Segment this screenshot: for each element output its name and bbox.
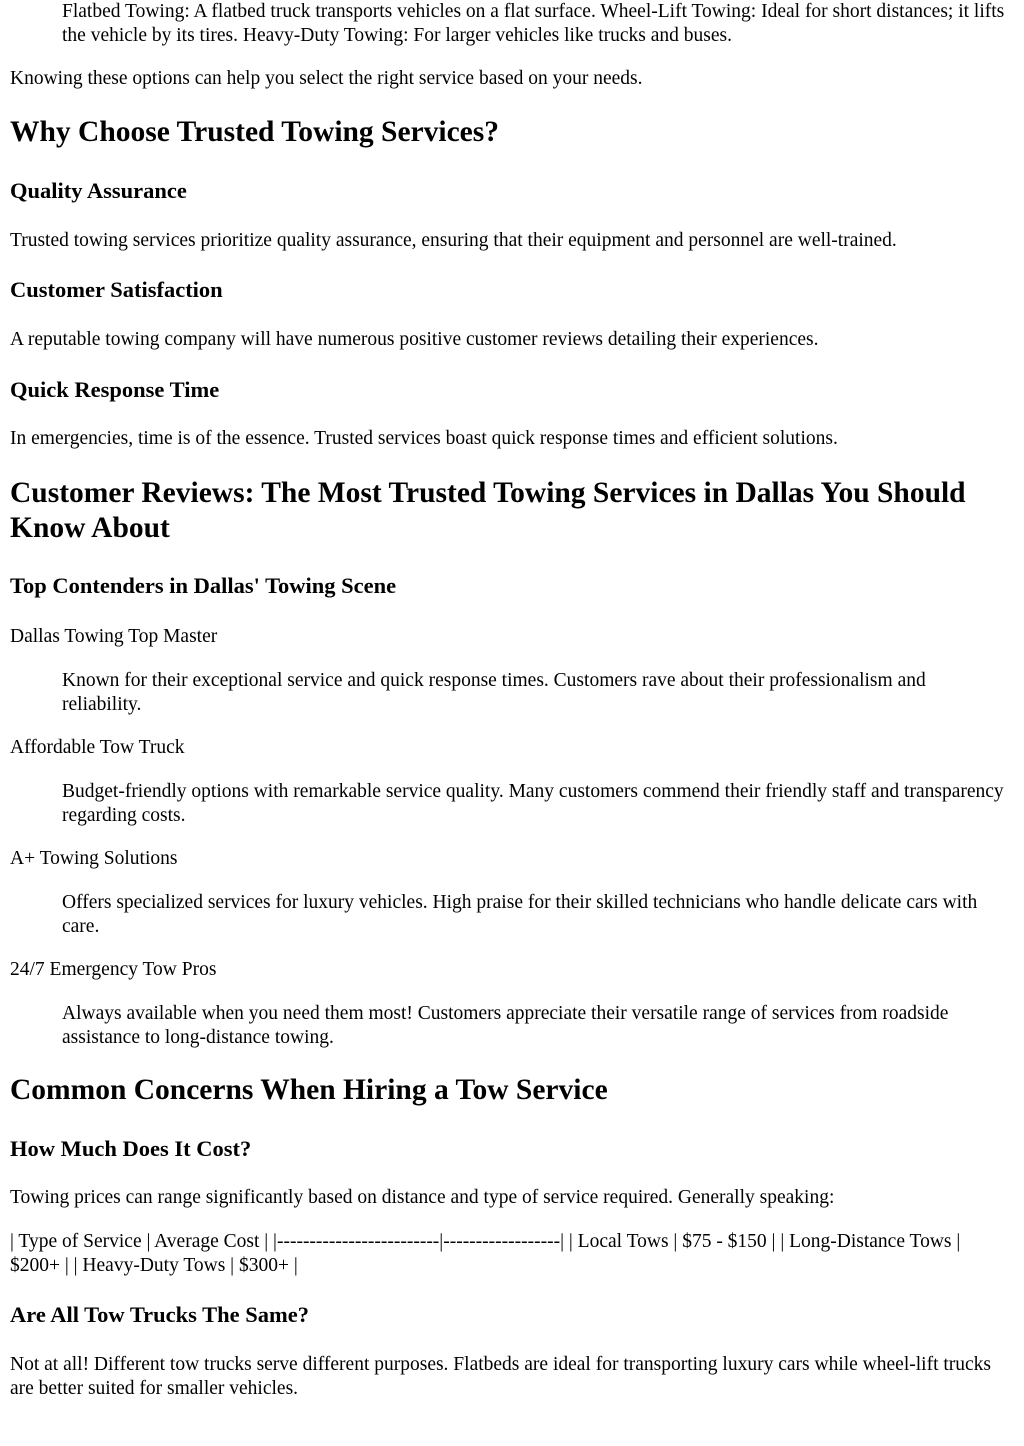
cost-paragraph: Towing prices can range significantly based on distance and type of service required. Generally speaking: [10,1187,835,1208]
tow-trucks-paragraph: Not at all! Different tow trucks serve different purposes. Flatbeds are ideal for transporting luxury cars while wheel-lift trucks are better suited for smaller vehicles. [10,1354,992,1399]
quality-assurance-paragraph: Trusted towing services prioritize quality assurance, ensuring that their equipment and personnel are well-trained. [10,230,897,251]
why-choose-heading: Why Choose Trusted Towing Services? [10,116,499,148]
top-contenders-heading: Top Contenders in Dallas' Towing Scene [10,573,397,598]
knowing-options-paragraph: Knowing these options can help you select the right service based on your needs. [10,68,643,89]
towing-types-description: Flatbed Towing: A flatbed truck transports vehicles on a flat surface. Wheel-Lift Towing: Ideal for short distances; it lifts the vehicle by its tires. Heavy-Duty Towing: For larger vehicles like trucks and buses. [62,1,1005,46]
company-description: Offers specialized services for luxury vehicles. High praise for their skilled technicians who handle delicate cars with care. [62,892,978,937]
cost-table-text: | Type of Service | Average Cost | |-------------------------|------------------| | Local Tows | $75 - $150 | | Long-Distance Tows | $200+ | | Heavy-Duty Tows | $300+ | [10,1231,961,1276]
customer-reviews-heading: Customer Reviews: The Most Trusted Towing Services in Dallas You Should Know About [10,477,966,544]
tow-trucks-heading: Are All Tow Trucks The Same? [10,1302,310,1327]
company-name: A+ Towing Solutions [10,848,178,869]
company-description: Always available when you need them most! Customers appreciate their versatile range of services from roadside assistance to long-distance towing. [62,1003,949,1048]
company-description: Budget-friendly options with remarkable service quality. Many customers commend their friendly staff and transparency regarding costs. [62,781,1004,826]
cost-heading: How Much Does It Cost? [10,1136,252,1161]
quality-assurance-heading: Quality Assurance [10,178,187,203]
quick-response-heading: Quick Response Time [10,377,220,402]
common-concerns-heading: Common Concerns When Hiring a Tow Service [10,1074,608,1106]
quick-response-paragraph: In emergencies, time is of the essence. Trusted services boast quick response times and efficient solutions. [10,428,838,449]
customer-satisfaction-paragraph: A reputable towing company will have numerous positive customer reviews detailing their experiences. [10,329,819,350]
customer-satisfaction-heading: Customer Satisfaction [10,277,223,302]
company-description: Known for their exceptional service and quick response times. Customers rave about their professionalism and reliability. [62,670,926,715]
company-name: Affordable Tow Truck [10,737,185,758]
company-name: Dallas Towing Top Master [10,626,218,647]
company-name: 24/7 Emergency Tow Pros [10,959,217,980]
